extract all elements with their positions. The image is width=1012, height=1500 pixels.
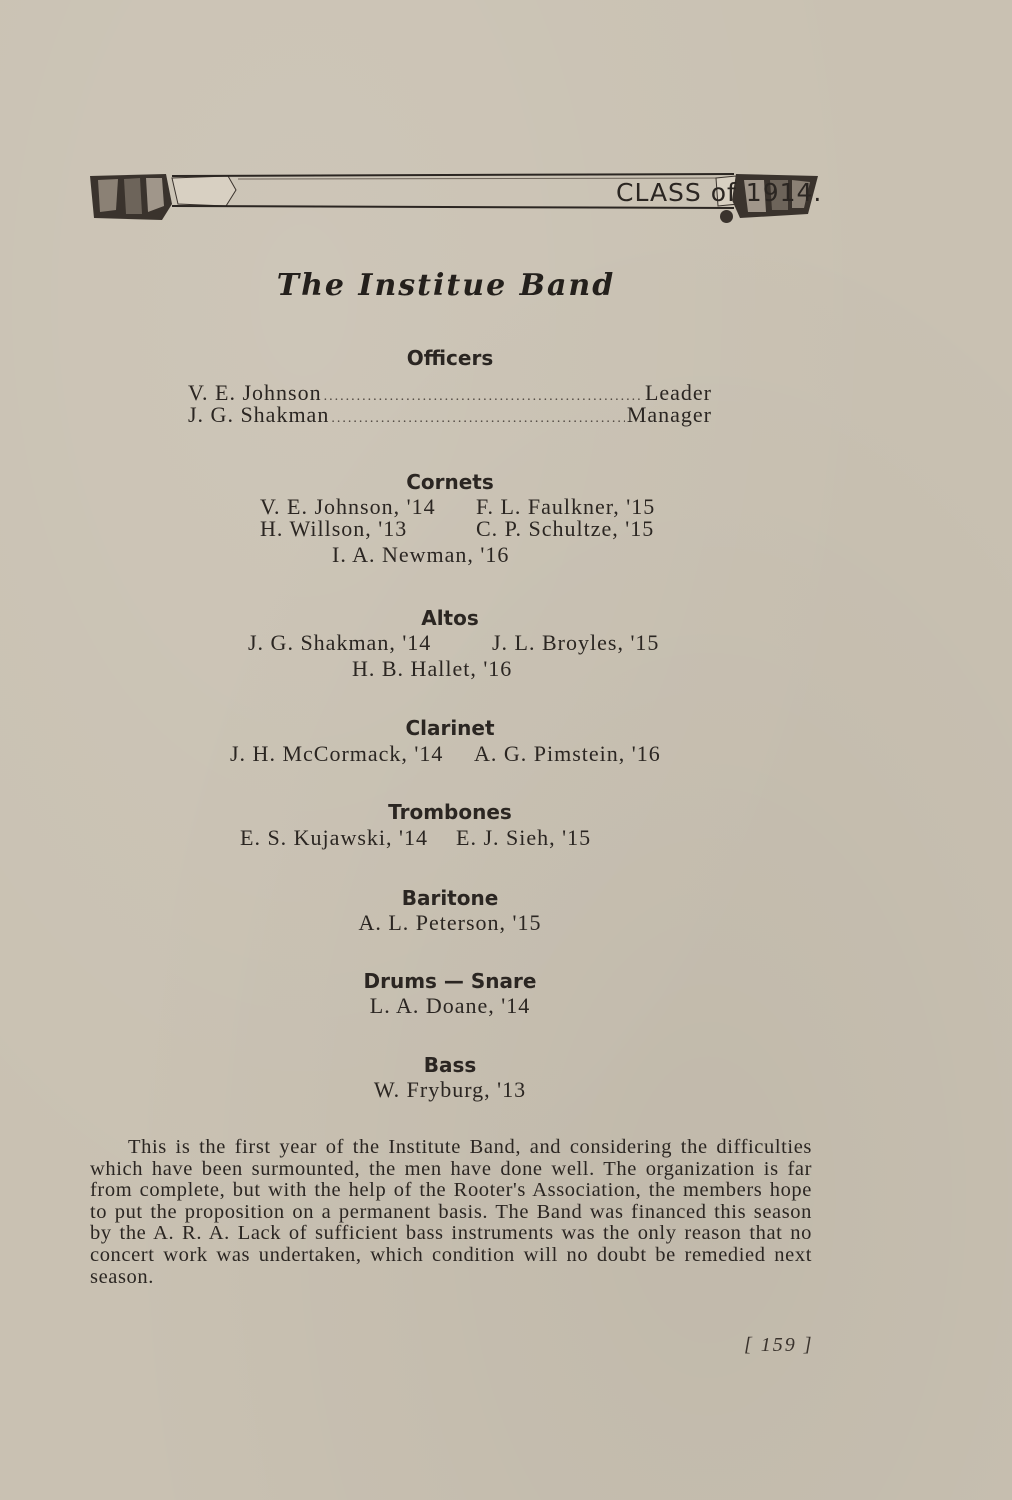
- page-title: The Institue Band: [276, 268, 616, 303]
- trombones-heading: Trombones: [388, 800, 512, 824]
- bass-heading: Bass: [423, 1053, 477, 1077]
- member-name: H. B. Hallet, '16: [352, 656, 513, 681]
- band-description: This is the first year of the Institute Band, and considering the difficulties which have been surmounted, the men have done well. The organization is far from complete, but with the help of the Rooter's Association, the members hope to put the proposition on a permanent basis. The Band was financed this season by the A. R. A. Lack of sufficient bass instruments was the only reason that no concert work was undertaken, which condition will no doubt be remedied next season.: [90, 1136, 812, 1288]
- member-name: A. G. Pimstein, '16: [474, 741, 661, 766]
- class-banner: [88, 170, 823, 228]
- member-name: W. Fryburg, '13: [373, 1077, 527, 1102]
- leader-dots: [331, 411, 624, 427]
- page-number: [ 159 ]: [744, 1334, 814, 1356]
- member-name: L. A. Doane, '14: [369, 993, 531, 1018]
- officer-name: J. G. Shakman: [188, 402, 330, 427]
- officer-role: Manager: [626, 402, 712, 427]
- member-name: J. H. McCormack, '14: [230, 741, 444, 766]
- officers-heading: Officers: [406, 346, 494, 370]
- member-name: J. G. Shakman, '14: [248, 630, 432, 655]
- banner-seal-icon: [720, 210, 733, 223]
- officer-name: V. E. Johnson: [188, 380, 322, 405]
- drums-heading: Drums — Snare: [363, 969, 537, 993]
- banner-left-ornament: [90, 174, 236, 220]
- clarinet-heading: Clarinet: [405, 716, 495, 740]
- member-name: I. A. Newman, '16: [332, 542, 510, 567]
- officer-role: Leader: [644, 380, 712, 405]
- member-name: F. L. Faulkner, '15: [476, 494, 656, 519]
- banner-title: CLASS of 1914.: [616, 178, 823, 207]
- member-name: E. J. Sieh, '15: [456, 825, 592, 850]
- member-name: E. S. Kujawski, '14: [240, 825, 428, 850]
- member-name: A. L. Peterson, '15: [358, 910, 542, 935]
- member-name: C. P. Schultze, '15: [476, 516, 655, 541]
- officer-row: [188, 402, 712, 428]
- altos-heading: Altos: [421, 606, 479, 630]
- member-name: H. Willson, '13: [260, 516, 408, 541]
- cornets-heading: Cornets: [406, 470, 494, 494]
- member-name: V. E. Johnson, '14: [260, 494, 436, 519]
- member-name: J. L. Broyles, '15: [492, 630, 660, 655]
- baritone-heading: Baritone: [401, 886, 499, 910]
